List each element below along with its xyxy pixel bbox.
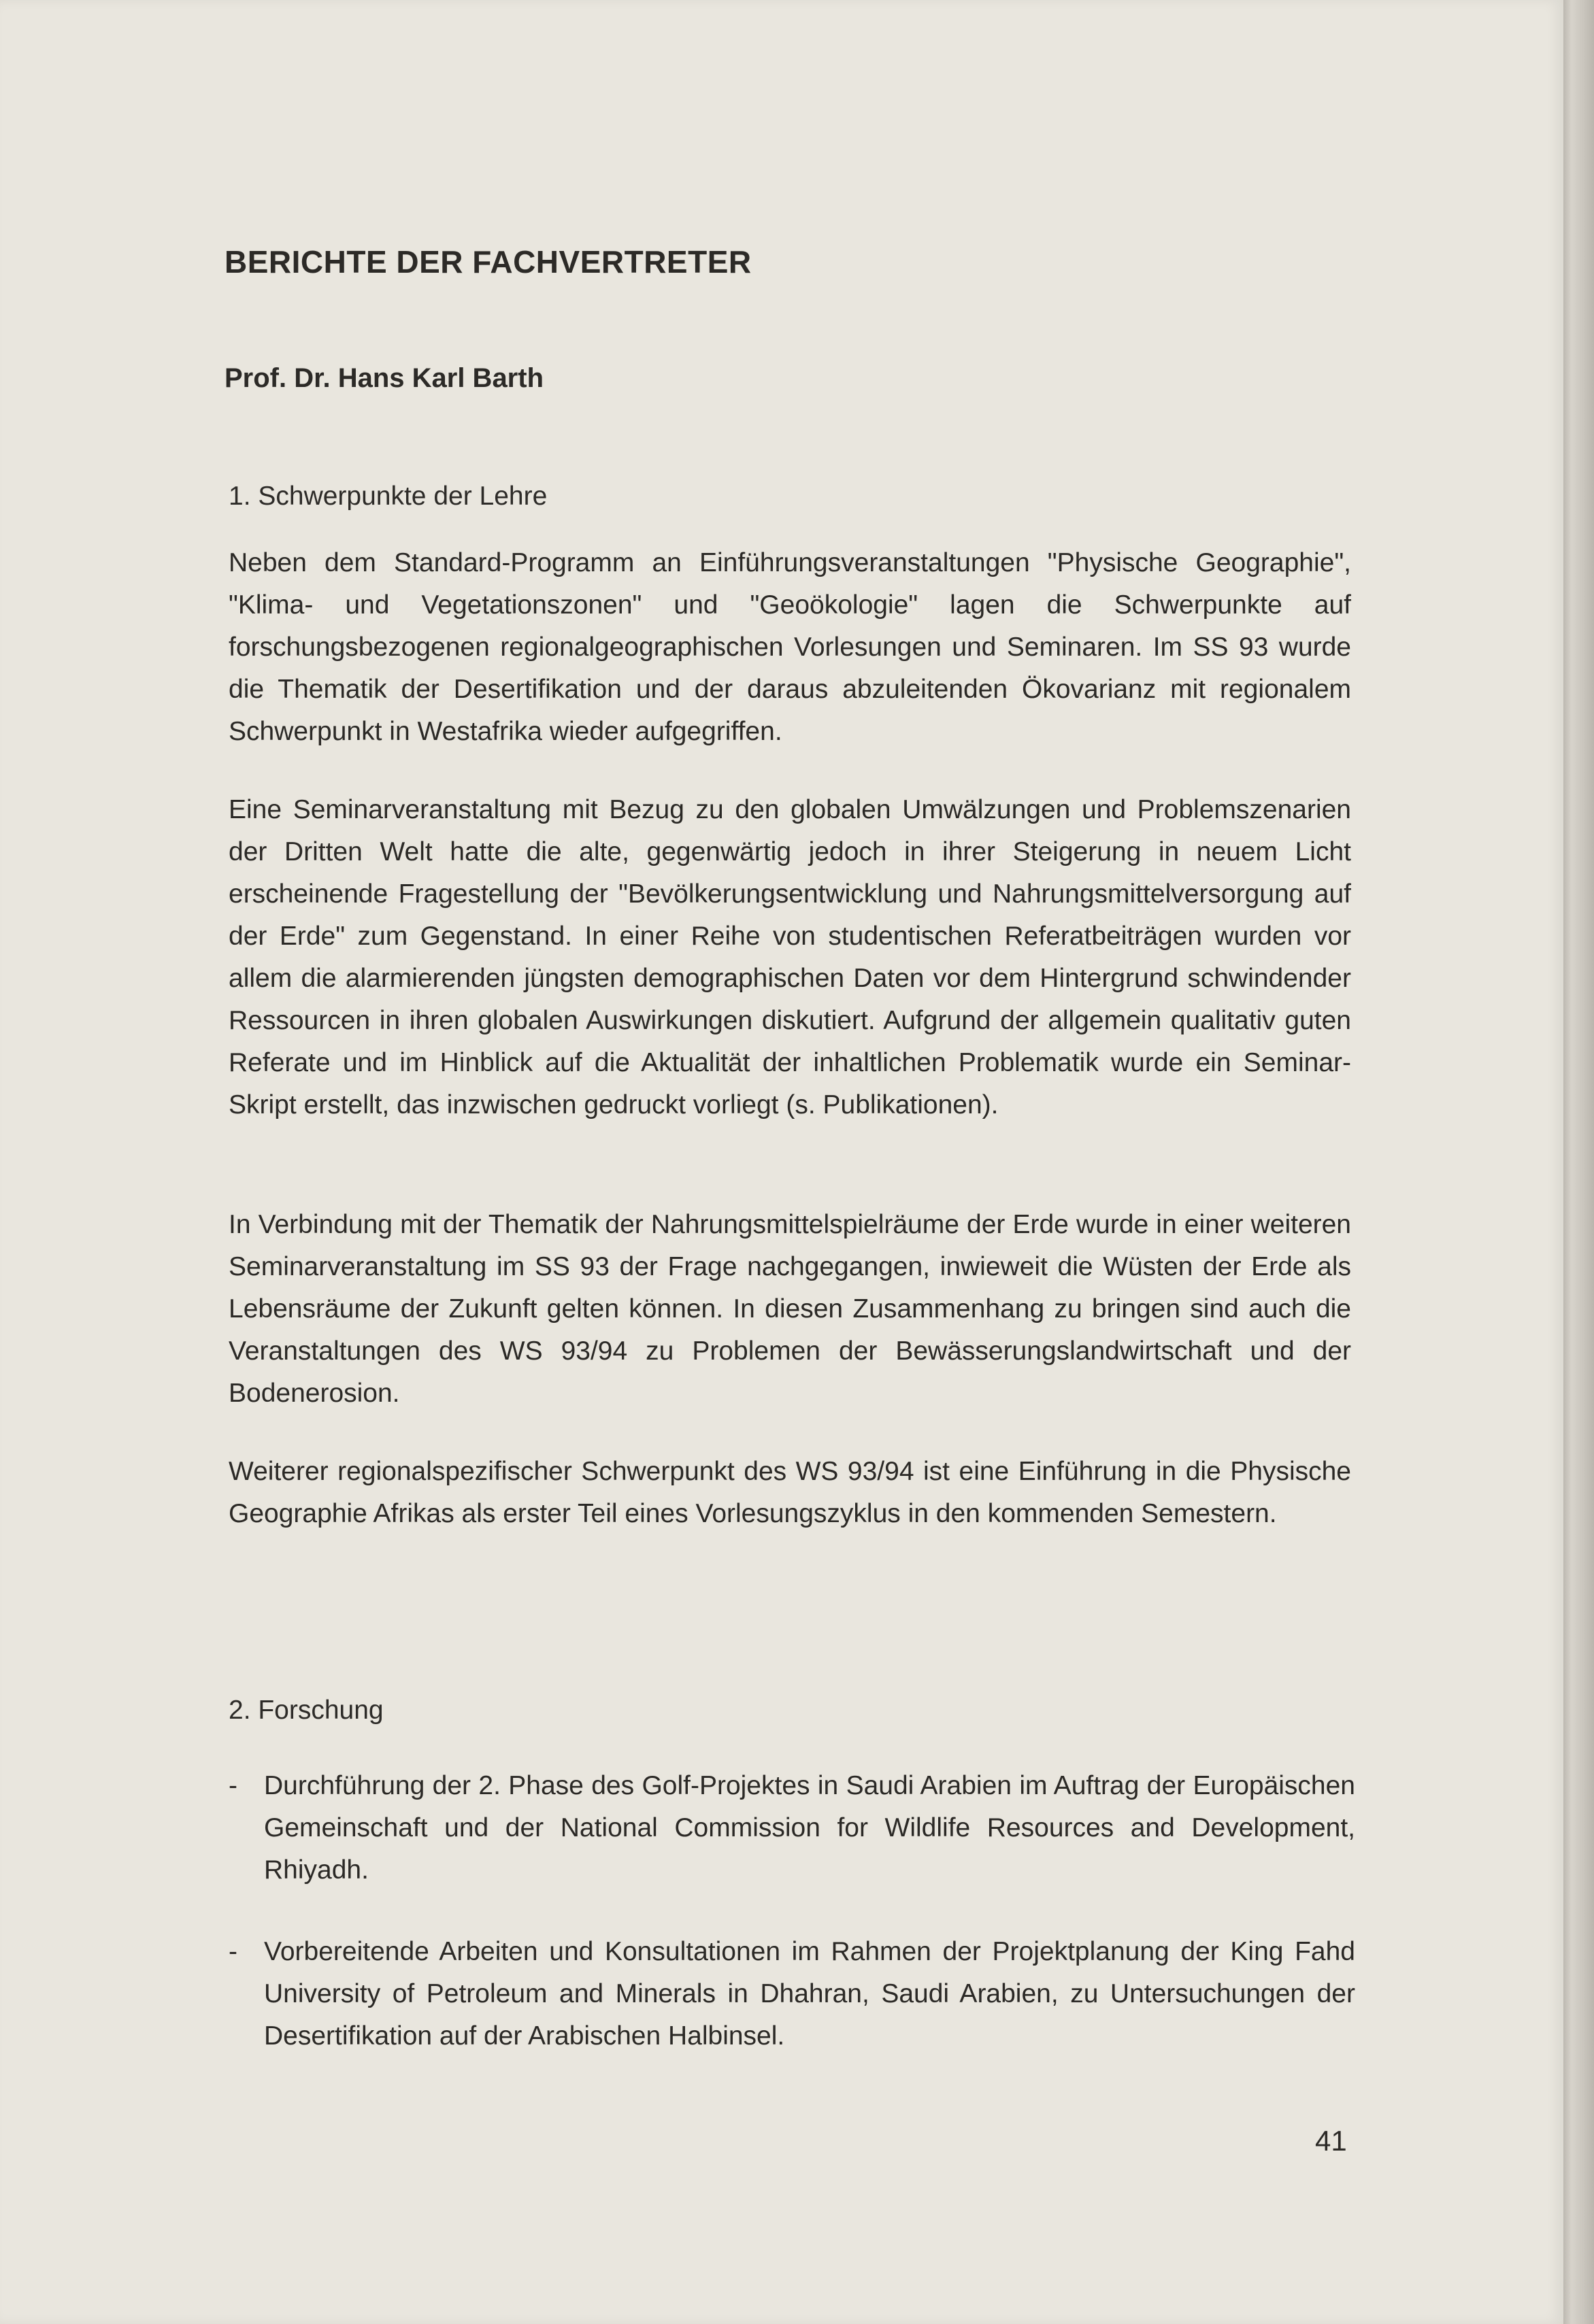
page-number: 41 <box>1315 2125 1347 2157</box>
author-name: Prof. Dr. Hans Karl Barth <box>225 363 544 393</box>
research-heading: 2. Forschung <box>229 1696 384 1725</box>
list-item <box>229 1765 1355 1891</box>
research-item-text: Durchführung der 2. Phase des Golf-Projektes in Saudi Arabien im Auftrag der Europäischen Gemeinschaft und der National Commission for Wildlife Resources and Development, Rhiyadh. <box>264 1771 1355 1885</box>
list-item <box>229 1931 1355 2057</box>
research-item-text: Vorbereitende Arbeiten und Konsultationen im Rahmen der Projektplanung der King Fahd University of Petroleum and Minerals in Dhahran, Saudi Arabien, zu Untersuchungen der Desertifikation auf der Arabischen Halbinsel. <box>264 1937 1355 2051</box>
teaching-paragraph-3: In Verbindung mit der Thematik der Nahrungsmittelspielräume der Erde wurde in einer weiteren Seminarveranstaltung im SS 93 der Frage nachgegangen, inwieweit die Wüsten der Erde als Lebensräume der Zukunft gelten können. In diesen Zusammenhang zu bringen sind auch die Veranstaltungen des WS 93/94 zu Problemen der Bewässerungslandwirtschaft und der Bodenerosion. <box>229 1210 1351 1408</box>
teaching-paragraph-2: Eine Seminarveranstaltung mit Bezug zu den globalen Umwälzungen und Problemszenarien der Dritten Welt hatte die alte, gegenwärtig jedoch in ihrer Steigerung in neuem Licht erscheinende Fragestellung der "Bevölkerungsentwicklung und Nahrungsmittelversorgung auf der Erde" zum Gegenstand. In einer Reihe von studentischen Referatbeiträgen wurden vor allem die alarmierenden jüngsten demographischen Daten vor dem Hintergrund schwindender Ressourcen in ihren globalen Auswirkungen diskutiert. Aufgrund der allgemein qualitativ guten Referate und im Hinblick auf die Aktualität der inhaltlichen Problematik wurde ein Seminar-Skript erstellt, das inzwischen gedruckt vorliegt (s. Publikationen). <box>229 795 1351 1119</box>
bullet-dash: - <box>229 1937 237 1966</box>
bullet-dash: - <box>229 1771 237 1800</box>
teaching-paragraph-4: Weiterer regionalspezifischer Schwerpunkt des WS 93/94 ist eine Einführung in die Physische Geographie Afrikas als erster Teil eines Vorlesungszyklus in den kommenden Semestern. <box>229 1457 1351 1528</box>
teaching-heading: 1. Schwerpunkte der Lehre <box>229 482 548 511</box>
section-title: BERICHTE DER FACHVERTRETER <box>225 244 752 280</box>
teaching-paragraph-1: Neben dem Standard-Programm an Einführungsveranstaltungen "Physische Geographie", "Klima- und Vegetationszonen" und "Geoökologie" lagen die Schwerpunkte auf forschungsbezogenen regionalgeographischen Vorlesungen und Seminaren. Im SS 93 wurde die Thematik der Desertifikation und der daraus abzuleitenden Ökovarianz mit regionalem Schwerpunkt in Westafrika wieder aufgegriffen. <box>229 548 1351 746</box>
page-edge <box>1563 0 1594 2324</box>
research-list <box>229 1765 1355 2097</box>
